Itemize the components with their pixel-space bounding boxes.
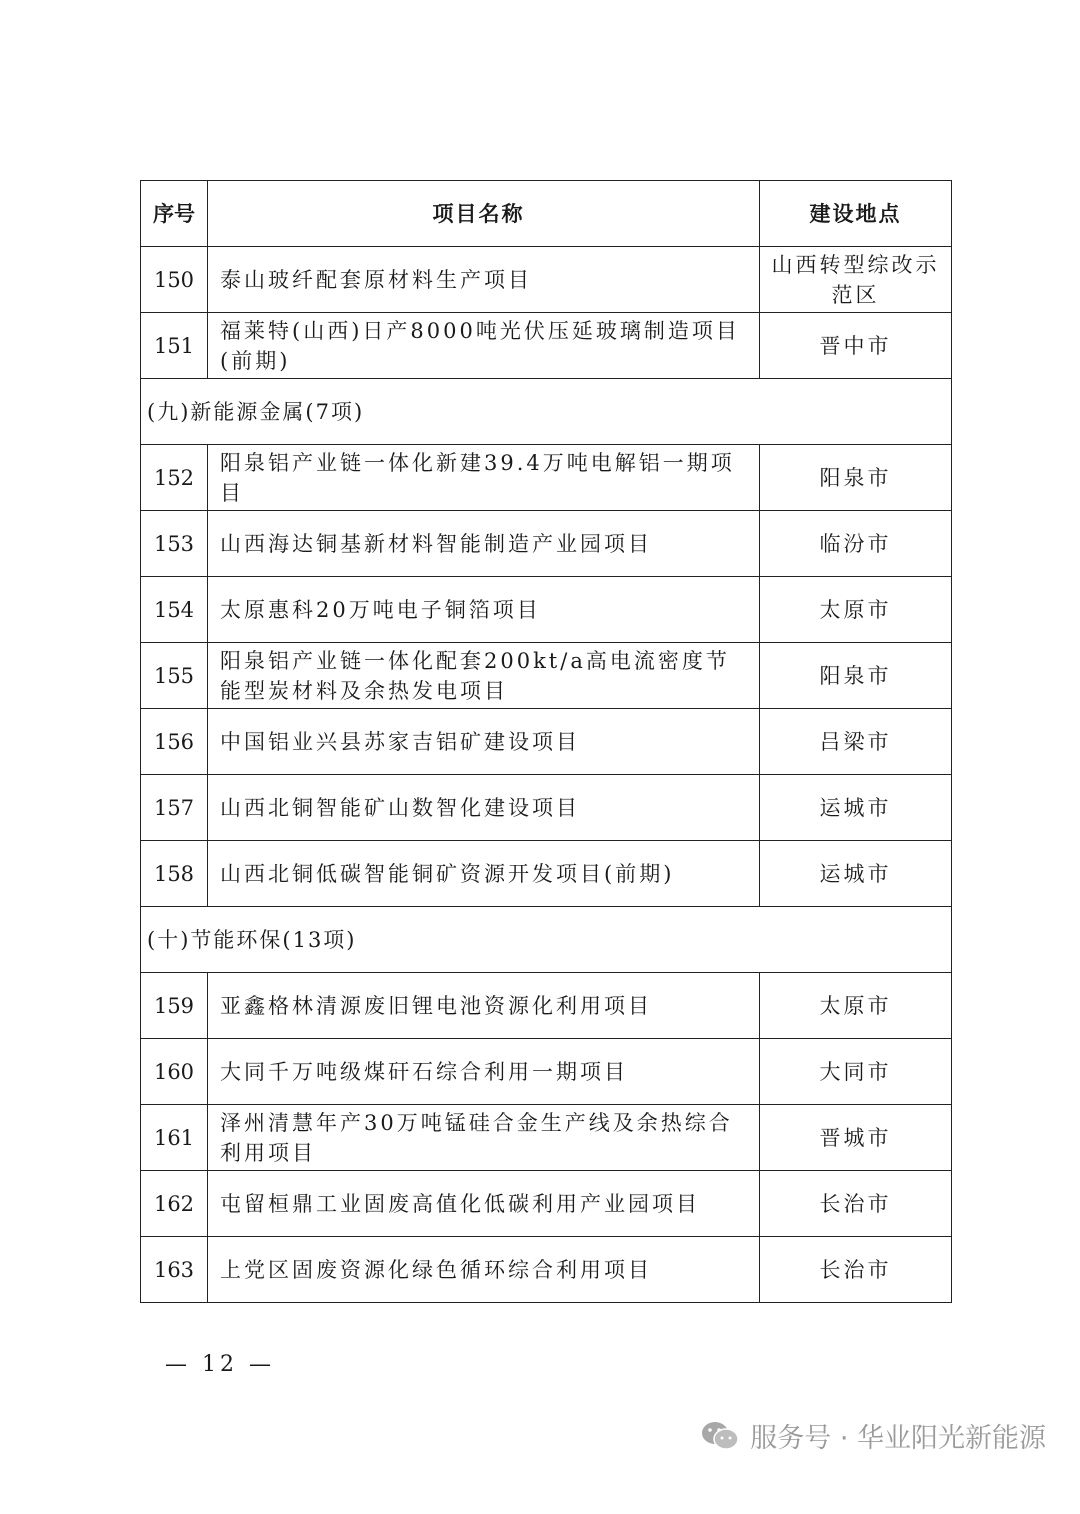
project-name: 屯留桓鼎工业固废高值化低碳利用产业园项目	[208, 1171, 760, 1237]
watermark	[700, 1416, 1046, 1455]
table-row	[141, 445, 952, 511]
row-number: 152	[141, 445, 208, 511]
project-name: 泰山玻纤配套原材料生产项目	[208, 247, 760, 313]
row-number: 153	[141, 511, 208, 577]
table-row	[141, 1171, 952, 1237]
project-location: 临汾市	[760, 511, 952, 577]
project-name: 山西北铜智能矿山数智化建设项目	[208, 775, 760, 841]
project-location: 大同市	[760, 1039, 952, 1105]
table-row	[141, 1039, 952, 1105]
table-row	[141, 841, 952, 907]
table-row	[141, 511, 952, 577]
project-location: 晋中市	[760, 313, 952, 379]
project-name: 中国铝业兴县苏家吉铝矿建设项目	[208, 709, 760, 775]
category-label: (九)新能源金属(7项)	[141, 379, 952, 445]
row-number: 157	[141, 775, 208, 841]
watermark-text: 服务号 · 华业阳光新能源	[750, 1423, 1046, 1454]
project-location: 吕梁市	[760, 709, 952, 775]
project-name: 泽州清慧年产30万吨锰硅合金生产线及余热综合利用项目	[208, 1105, 760, 1171]
row-number: 158	[141, 841, 208, 907]
project-location: 长治市	[760, 1237, 952, 1303]
project-name: 阳泉铝产业链一体化新建39.4万吨电解铝一期项目	[208, 445, 760, 511]
page-number: — 12 —	[165, 1352, 275, 1377]
project-name: 福莱特(山西)日产8000吨光伏压延玻璃制造项目(前期)	[208, 313, 760, 379]
project-name: 山西北铜低碳智能铜矿资源开发项目(前期)	[208, 841, 760, 907]
row-number: 163	[141, 1237, 208, 1303]
project-name: 太原惠科20万吨电子铜箔项目	[208, 577, 760, 643]
table-row	[141, 775, 952, 841]
row-number: 159	[141, 973, 208, 1039]
table-row	[141, 643, 952, 709]
project-name: 山西海达铜基新材料智能制造产业园项目	[208, 511, 760, 577]
project-location: 山西转型综改示范区	[760, 247, 952, 313]
project-name: 阳泉铝产业链一体化配套200kt/a高电流密度节能型炭材料及余热发电项目	[208, 643, 760, 709]
project-location: 晋城市	[760, 1105, 952, 1171]
project-name: 大同千万吨级煤矸石综合利用一期项目	[208, 1039, 760, 1105]
project-location: 长治市	[760, 1171, 952, 1237]
table-row	[141, 313, 952, 379]
header-location: 建设地点	[760, 181, 952, 247]
project-location: 阳泉市	[760, 643, 952, 709]
project-location: 太原市	[760, 973, 952, 1039]
row-number: 160	[141, 1039, 208, 1105]
table-row	[141, 973, 952, 1039]
table-body	[141, 247, 952, 1303]
category-row	[141, 907, 952, 973]
project-location: 阳泉市	[760, 445, 952, 511]
table-row	[141, 247, 952, 313]
table-header-row	[141, 181, 952, 247]
project-location: 运城市	[760, 841, 952, 907]
project-location: 太原市	[760, 577, 952, 643]
row-number: 155	[141, 643, 208, 709]
table-row	[141, 709, 952, 775]
table-row	[141, 577, 952, 643]
category-row	[141, 379, 952, 445]
header-name: 项目名称	[208, 181, 760, 247]
project-location: 运城市	[760, 775, 952, 841]
row-number: 161	[141, 1105, 208, 1171]
header-no: 序号	[141, 181, 208, 247]
project-table	[140, 180, 952, 1303]
wechat-icon	[700, 1419, 740, 1453]
project-name: 上党区固废资源化绿色循环综合利用项目	[208, 1237, 760, 1303]
row-number: 151	[141, 313, 208, 379]
row-number: 150	[141, 247, 208, 313]
table-row	[141, 1237, 952, 1303]
row-number: 156	[141, 709, 208, 775]
row-number: 154	[141, 577, 208, 643]
project-name: 亚鑫格林清源废旧锂电池资源化利用项目	[208, 973, 760, 1039]
category-label: (十)节能环保(13项)	[141, 907, 952, 973]
row-number: 162	[141, 1171, 208, 1237]
table-row	[141, 1105, 952, 1171]
